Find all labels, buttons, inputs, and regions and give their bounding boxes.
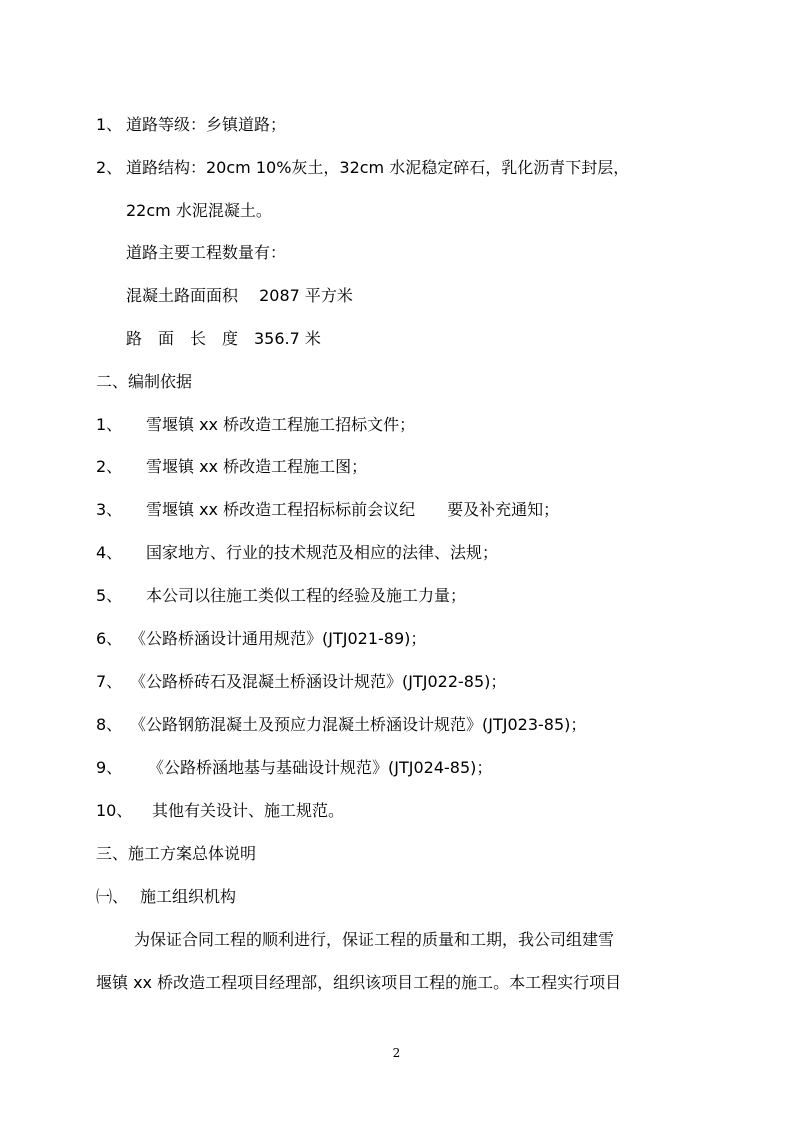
section-heading-basis: 二、编制依据 [96, 372, 193, 391]
list-item: 其他有关设计、施工规范。 [152, 801, 345, 820]
item-number: ㈠、 [96, 887, 129, 906]
list-item: 《公路桥砖石及混凝土桥涵设计规范》(JTJ022-85)； [130, 672, 507, 691]
list-item: 雪堰镇 xx 桥改造工程施工图； [146, 457, 368, 476]
list-item: 本公司以往施工类似工程的经验及施工力量； [146, 586, 467, 605]
quantity-heading: 道路主要工程数量有： [126, 243, 287, 262]
item-number: 1、 [96, 115, 123, 134]
item-number: 3、 [96, 500, 123, 519]
road-structure-continued: 22cm 水泥混凝土。 [126, 201, 272, 220]
pavement-area-line: 混凝土路面面积 2087 平方米 [126, 286, 353, 305]
item-number: 2、 [96, 158, 123, 177]
item-number: 9、 [96, 758, 123, 777]
section-heading-plan: 三、施工方案总体说明 [96, 844, 257, 863]
item-number: 2、 [96, 457, 123, 476]
paragraph-line: 堰镇 xx 桥改造工程项目经理部，组织该项目工程的施工。本工程实行项目 [96, 973, 622, 992]
road-structure-line: 道路结构：20cm 10%灰土，32cm 水泥稳定碎石，乳化沥青下封层， [126, 158, 630, 177]
page-number: 2 [392, 1046, 401, 1060]
road-grade-line: 道路等级：乡镇道路； [126, 115, 287, 134]
item-number: 7、 [96, 672, 123, 691]
subsection-heading: 施工组织机构 [140, 887, 237, 906]
item-number: 1、 [96, 415, 123, 434]
item-number: 8、 [96, 715, 123, 734]
list-item: 《公路桥涵设计通用规范》(JTJ021-89)； [130, 629, 427, 648]
item-number: 4、 [96, 543, 123, 562]
list-item: 《公路钢筋混凝土及预应力混凝土桥涵设计规范》(JTJ023-85)； [130, 715, 587, 734]
list-item: 国家地方、行业的技术规范及相应的法律、法规； [146, 543, 499, 562]
pavement-length-line: 路 面 长 度 356.7 米 [126, 329, 321, 348]
list-item: 雪堰镇 xx 桥改造工程施工招标文件； [146, 415, 416, 434]
list-item: 《公路桥涵地基与基础设计规范》(JTJ024-85)； [148, 758, 493, 777]
item-number: 10、 [96, 801, 133, 820]
item-number: 5、 [96, 586, 123, 605]
paragraph-line: 为保证合同工程的顺利进行，保证工程的质量和工期，我公司组建雪 [134, 930, 615, 949]
list-item: 雪堰镇 xx 桥改造工程招标标前会议纪 要及补充通知； [146, 500, 560, 519]
item-number: 6、 [96, 629, 123, 648]
